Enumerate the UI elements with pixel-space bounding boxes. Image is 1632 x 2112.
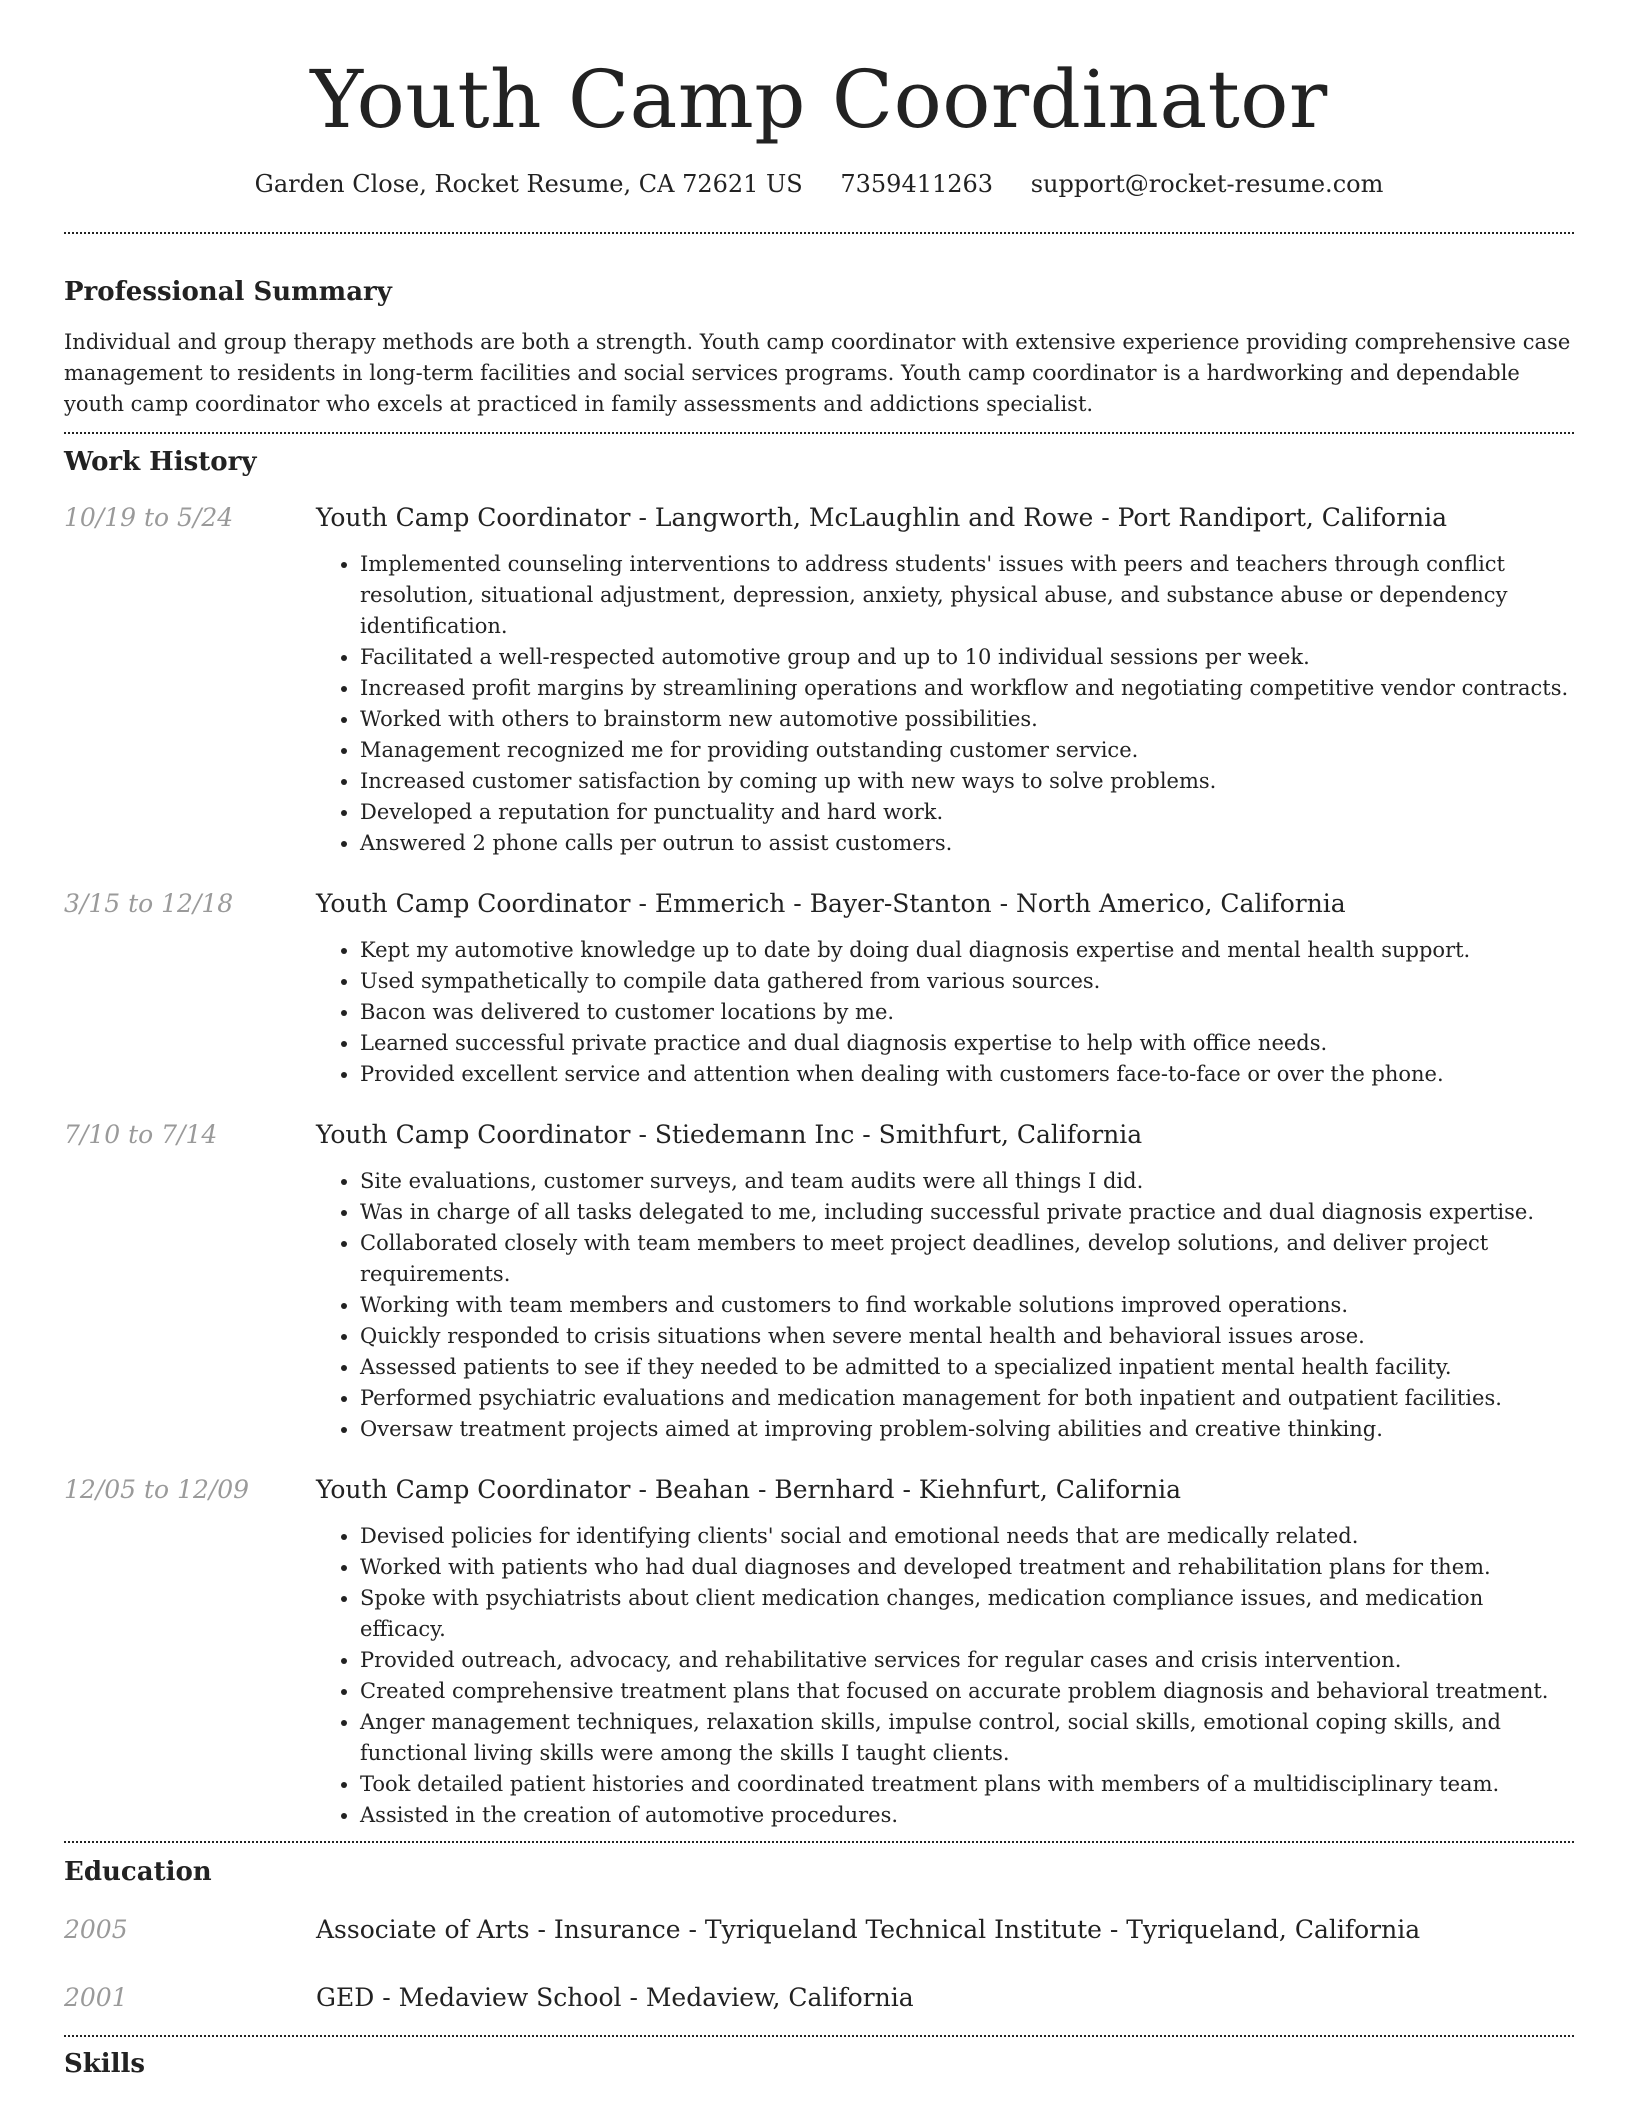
list-item: • Bacon was delivered to customer locations by me. xyxy=(360,997,1574,1028)
list-item: • Developed a reputation for punctuality and hard work. xyxy=(360,797,1574,828)
job-title: Youth Camp Coordinator - Emmerich - Bayer-Stanton - North Americo, California xyxy=(316,889,1346,918)
list-item: • Worked with patients who had dual diagnoses and developed treatment and rehabilitation plans for them. xyxy=(360,1552,1574,1583)
job-header xyxy=(64,887,1574,921)
list-item: • Assessed patients to see if they needed to be admitted to a specialized inpatient mental health facility. xyxy=(360,1352,1574,1383)
list-item: • Answered 2 phone calls per outrun to assist customers. xyxy=(360,828,1574,859)
list-item: • Kept my automotive knowledge up to date by doing dual diagnosis expertise and mental health support. xyxy=(360,935,1574,966)
list-item: • Learned successful private practice and dual diagnosis expertise to help with office needs. xyxy=(360,1028,1574,1059)
page-title: Youth Camp Coordinator xyxy=(310,53,1328,146)
job-bullets xyxy=(316,1521,1574,1831)
job-bullets xyxy=(316,935,1574,1090)
list-item: • Facilitated a well-respected automotive group and up to 10 individual sessions per week. xyxy=(360,642,1574,673)
list-item: • Increased profit margins by streamlining operations and workflow and negotiating competitive vendor contracts. xyxy=(360,673,1574,704)
section-title-education: Education xyxy=(64,1857,212,1887)
list-item: • Devised policies for identifying clients' social and emotional needs that are medically related. xyxy=(360,1521,1574,1552)
divider xyxy=(64,1841,1574,1843)
list-item: • Took detailed patient histories and coordinated treatment plans with members of a multidisciplinary team. xyxy=(360,1769,1574,1800)
divider xyxy=(64,432,1574,434)
work-section xyxy=(64,445,1574,1831)
education-entry xyxy=(64,1981,1574,2015)
education-year: 2005 xyxy=(64,1915,128,1944)
resume-page xyxy=(64,0,1574,2081)
section-title-work: Work History xyxy=(64,447,257,477)
section-title-skills: Skills xyxy=(64,2049,146,2079)
list-item: • Working with team members and customers to find workable solutions improved operations. xyxy=(360,1290,1574,1321)
list-item: • Oversaw treatment projects aimed at improving problem-solving abilities and creative thinking. xyxy=(360,1414,1574,1445)
divider xyxy=(64,232,1574,234)
education-text: Associate of Arts - Insurance - Tyriqueland Technical Institute - Tyriqueland, California xyxy=(316,1915,1421,1944)
job-dates: 3/15 to 12/18 xyxy=(64,889,234,918)
list-item: • Provided excellent service and attention when dealing with customers face-to-face or over the phone. xyxy=(360,1059,1574,1090)
contact-email: support@rocket-resume.com xyxy=(1030,170,1384,198)
list-item: • Was in charge of all tasks delegated to me, including successful private practice and dual diagnosis expertise. xyxy=(360,1197,1574,1228)
job-dates: 7/10 to 7/14 xyxy=(64,1120,218,1149)
job-entry xyxy=(64,1473,1574,1831)
list-item: • Implemented counseling interventions to address students' issues with peers and teachers through conflict resolution, situational adjustment, depression, anxiety, physical abuse, and substance abuse or dependency identification. xyxy=(360,549,1574,642)
list-item: • Performed psychiatric evaluations and medication management for both inpatient and outpatient facilities. xyxy=(360,1383,1574,1414)
list-item: • Site evaluations, customer surveys, and team audits were all things I did. xyxy=(360,1166,1574,1197)
contact-address: Garden Close, Rocket Resume, CA 72621 US xyxy=(254,170,803,198)
list-item: • Collaborated closely with team members to meet project deadlines, develop solutions, and deliver project requirements. xyxy=(360,1228,1574,1290)
list-item: • Worked with others to brainstorm new automotive possibilities. xyxy=(360,704,1574,735)
job-dates: 12/05 to 12/09 xyxy=(64,1475,250,1504)
list-item: • Provided outreach, advocacy, and rehabilitative services for regular cases and crisis intervention. xyxy=(360,1645,1574,1676)
education-entry xyxy=(64,1913,1574,1947)
skills-section xyxy=(64,2047,1574,2081)
list-item: • Increased customer satisfaction by coming up with new ways to solve problems. xyxy=(360,766,1574,797)
education-year: 2001 xyxy=(64,1983,128,2012)
job-title: Youth Camp Coordinator - Beahan - Bernhard - Kiehnfurt, California xyxy=(316,1475,1182,1504)
job-title: Youth Camp Coordinator - Stiedemann Inc - Smithfurt, California xyxy=(316,1120,1143,1149)
job-header xyxy=(64,1118,1574,1152)
job-entry xyxy=(64,1118,1574,1445)
list-item: • Spoke with psychiatrists about client medication changes, medication compliance issues, and medication efficacy. xyxy=(360,1583,1574,1645)
job-dates: 10/19 to 5/24 xyxy=(64,503,234,532)
list-item: • Created comprehensive treatment plans that focused on accurate problem diagnosis and behavioral treatment. xyxy=(360,1676,1574,1707)
job-header xyxy=(64,1473,1574,1507)
contact-phone: 7359411263 xyxy=(840,170,994,198)
contact-line xyxy=(64,166,1574,202)
list-item: • Management recognized me for providing outstanding customer service. xyxy=(360,735,1574,766)
list-item: • Anger management techniques, relaxation skills, impulse control, social skills, emotional coping skills, and functional living skills were among the skills I taught clients. xyxy=(360,1707,1574,1769)
job-title: Youth Camp Coordinator - Langworth, McLaughlin and Rowe - Port Randiport, California xyxy=(316,503,1448,532)
list-item: • Used sympathetically to compile data gathered from various sources. xyxy=(360,966,1574,997)
education-text: GED - Medaview School - Medaview, California xyxy=(316,1983,914,2012)
job-bullets xyxy=(316,1166,1574,1445)
job-entry xyxy=(64,887,1574,1090)
summary-section xyxy=(64,275,1574,420)
list-item: • Assisted in the creation of automotive procedures. xyxy=(360,1800,1574,1831)
job-entry xyxy=(64,501,1574,859)
summary-text: Individual and group therapy methods are both a strength. Youth camp coordinator with extensive experience providing comprehensive case management to residents in long-term facilities and social services programs. Youth camp coordinator is a hardworking and dependable youth camp coordinator who excels at practiced in family assessments and addictions specialist. xyxy=(64,330,1571,416)
list-item: • Quickly responded to crisis situations when severe mental health and behavioral issues arose. xyxy=(360,1321,1574,1352)
education-section xyxy=(64,1855,1574,2015)
divider xyxy=(64,2035,1574,2037)
section-title-summary: Professional Summary xyxy=(64,277,392,307)
job-header xyxy=(64,501,1574,535)
job-bullets xyxy=(316,549,1574,859)
